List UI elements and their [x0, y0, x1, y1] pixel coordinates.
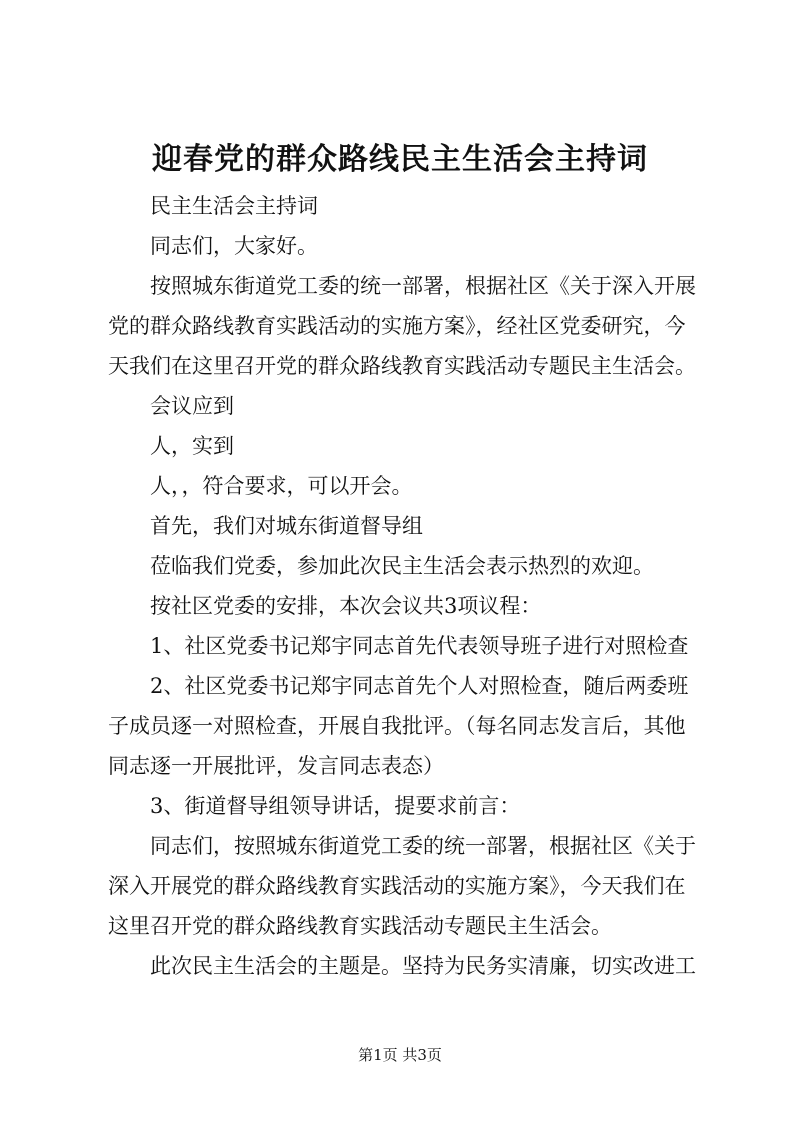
paragraph-line: 子成员逐一对照检查，开展自我批评。（每名同志发言后，其他	[108, 714, 686, 738]
page-footer: 第1页 共3页	[358, 1046, 442, 1064]
paragraph-line: 2、社区党委书记郑宇同志首先个人对照检查，随后两委班	[150, 674, 689, 698]
paragraph-line: 天我们在这里召开党的群众路线教育实践活动专题民主生活会。	[108, 354, 696, 378]
paragraph-line: 首先，我们对城东街道督导组	[150, 514, 423, 538]
document-title: 迎春党的群众路线民主生活会主持词	[152, 142, 648, 177]
paragraph-line: 深入开展党的群众路线教育实践活动的实施方案》，今天我们在	[108, 874, 686, 898]
paragraph-line: 民主生活会主持词	[150, 194, 318, 218]
paragraph-line: 1、社区党委书记郑宇同志首先代表领导班子进行对照检查	[150, 634, 689, 658]
paragraph-line: 3、街道督导组领导讲话，提要求前言：	[150, 794, 521, 818]
paragraph-line: 党的群众路线教育实践活动的实施方案》，经社区党委研究，今	[108, 314, 686, 338]
paragraph-line: 这里召开党的群众路线教育实践活动专题民主生活会。	[108, 914, 612, 938]
paragraph-line: 按照城东街道党工委的统一部署，根据社区《关于深入开展	[150, 274, 696, 298]
paragraph-line: 人，，符合要求，可以开会。	[150, 474, 413, 498]
paragraph-line: 同志逐一开展批评，发言同志表态）	[108, 754, 444, 778]
paragraph-line: 同志们，按照城东街道党工委的统一部署，根据社区《关于	[150, 834, 696, 858]
paragraph-line: 会议应到	[150, 394, 234, 418]
paragraph-line: 此次民主生活会的主题是。坚持为民务实清廉，切实改进工	[150, 954, 696, 978]
paragraph-line: 莅临我们党委，参加此次民主生活会表示热烈的欢迎。	[150, 554, 654, 578]
paragraph-line: 人，实到	[150, 434, 234, 458]
document-body	[108, 186, 718, 986]
paragraph-line: 按社区党委的安排，本次会议共3项议程：	[150, 594, 542, 618]
paragraph-line: 同志们，大家好。	[150, 234, 318, 258]
